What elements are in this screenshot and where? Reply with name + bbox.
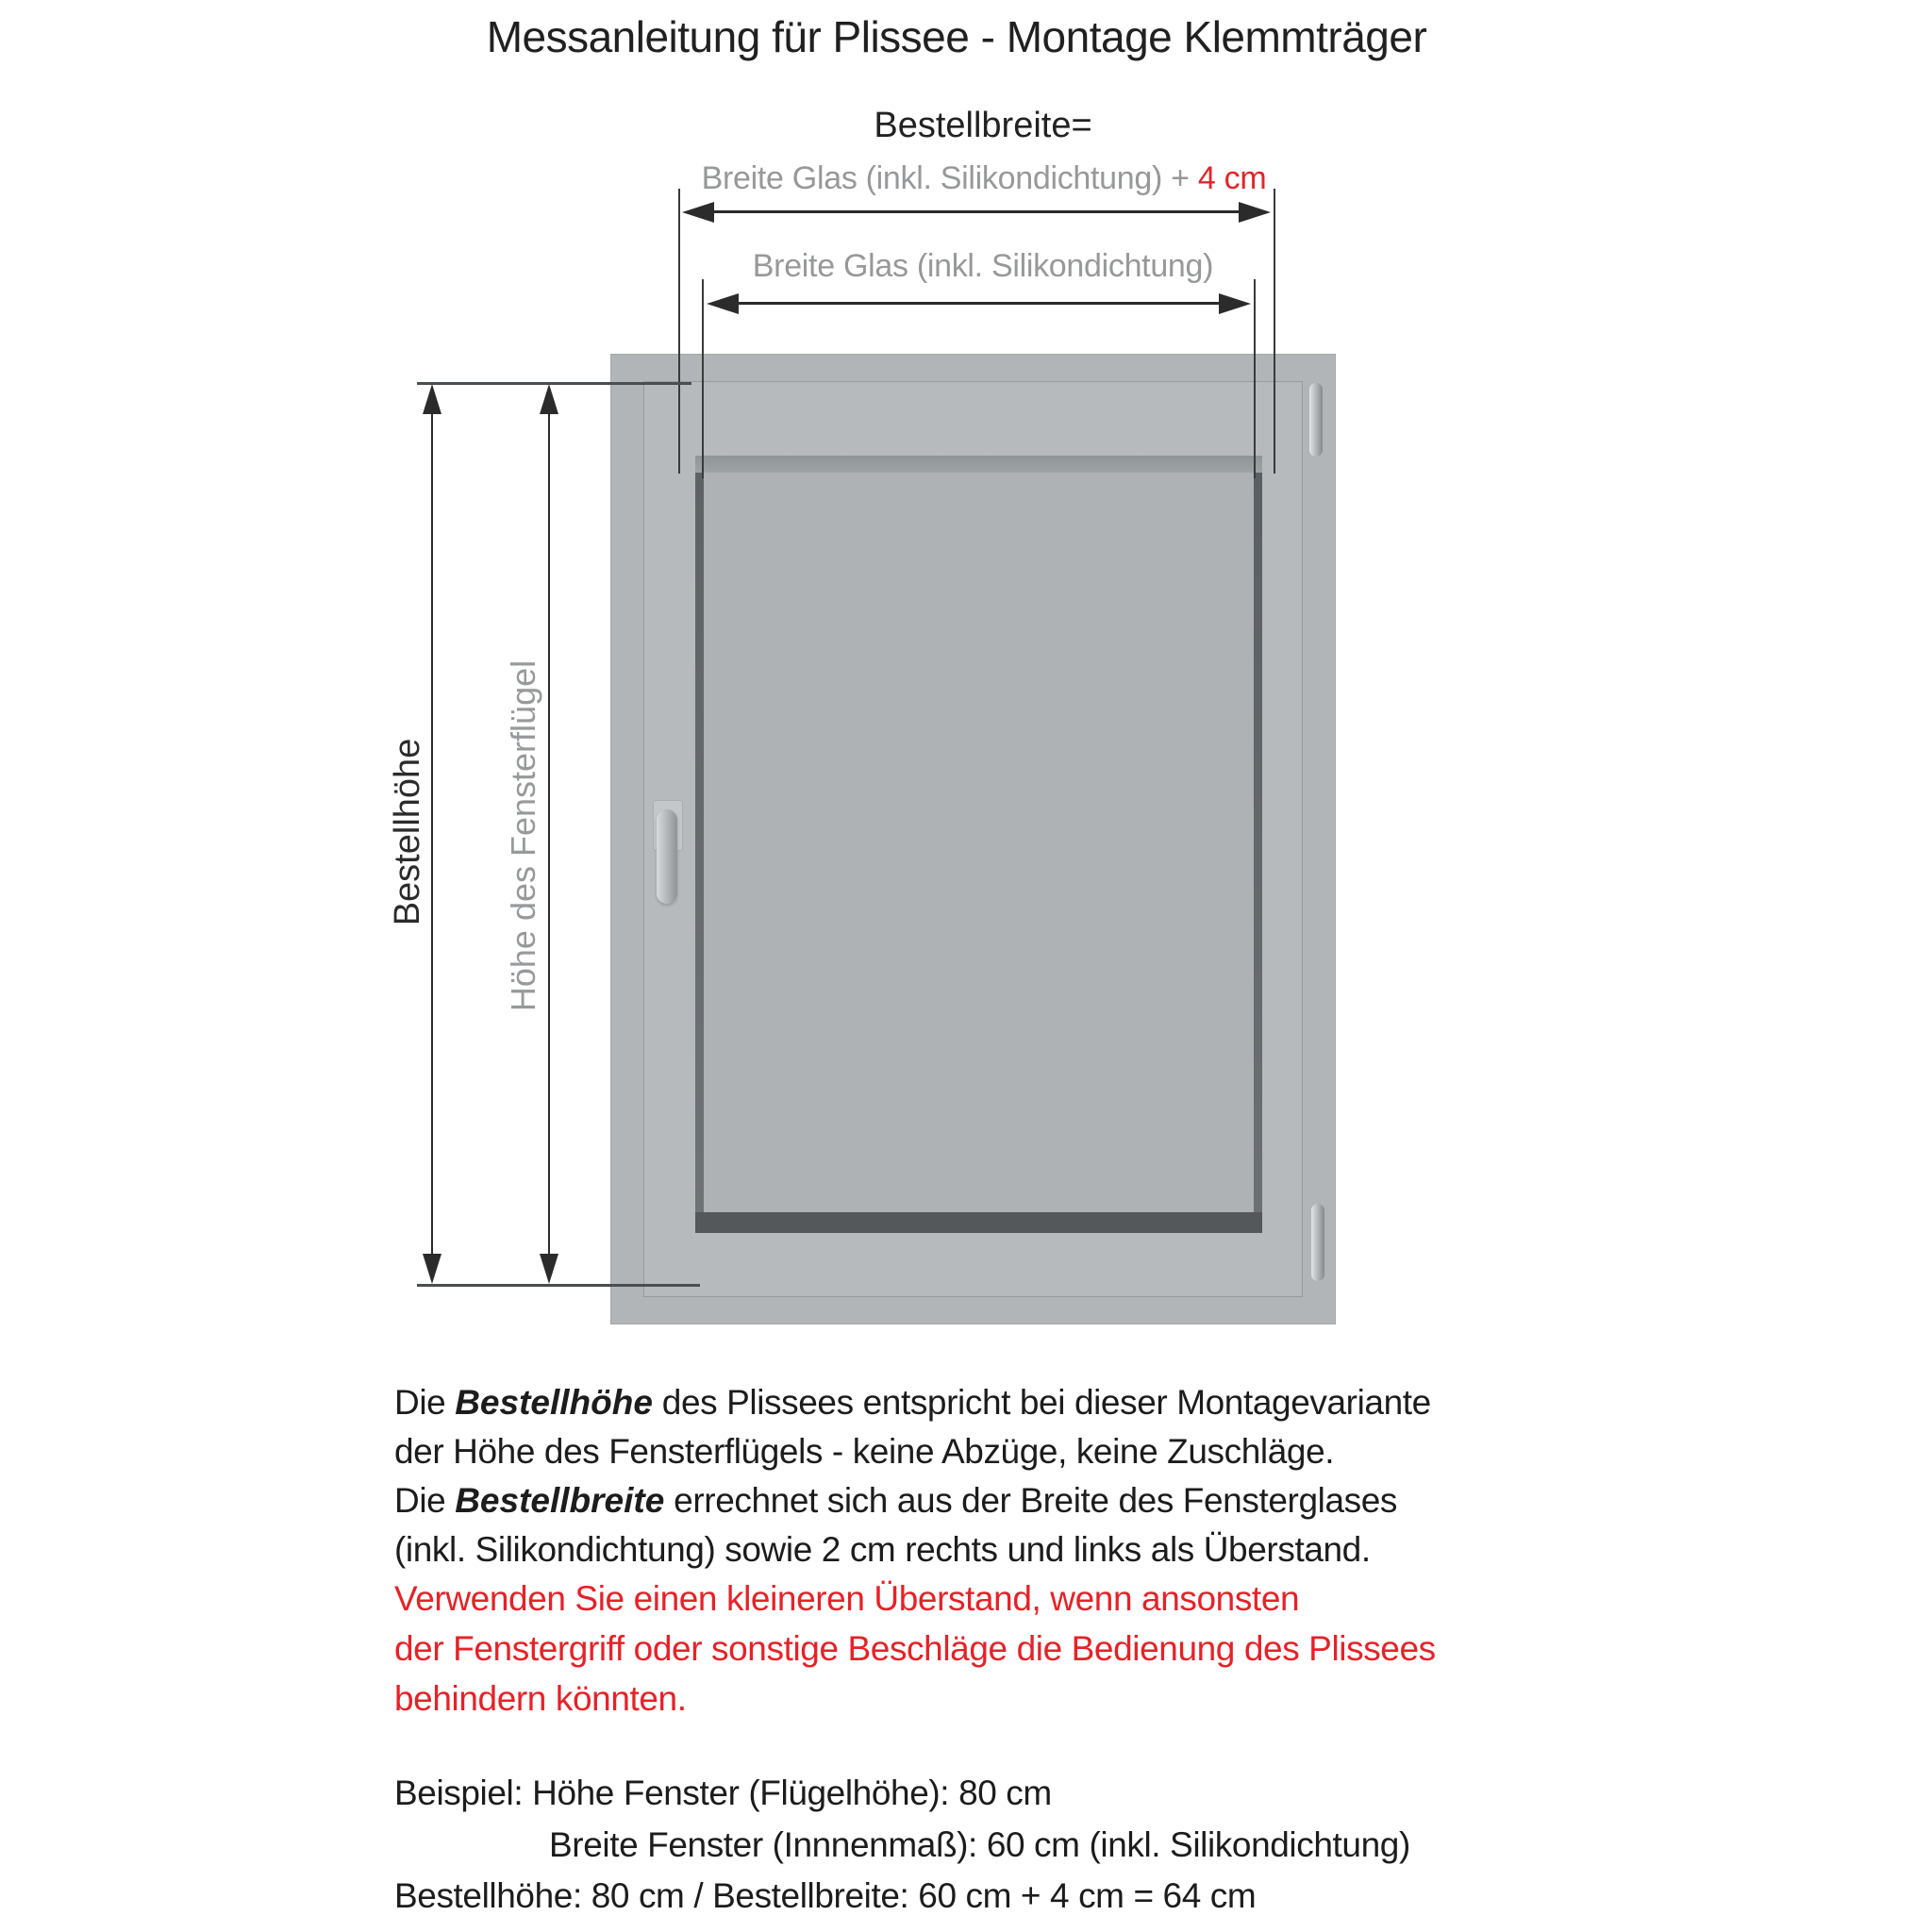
paragraph-line [394, 1383, 1431, 1423]
glass-pane [704, 473, 1254, 1212]
window-handle-grip [657, 809, 677, 904]
window-hinge-bottom [1311, 1204, 1324, 1281]
paragraph-line: (inkl. Silikondichtung) sowie 2 cm rechts und links als Überstand. [394, 1530, 1371, 1569]
text-segment: errechnet sich aus der Breite des Fensterglases [664, 1481, 1397, 1520]
plissee-top-rail [695, 456, 1262, 473]
glass-bottom-edge [695, 1212, 1262, 1233]
arrow-right-head-icon [1239, 202, 1271, 223]
window-glass-with-plissee [695, 456, 1262, 1233]
paragraph-warning-line: Verwenden Sie einen kleineren Überstand, wenn ansonsten [394, 1579, 1300, 1618]
order-width-dimension-arrow [682, 200, 1271, 225]
glass-width-dimension-arrow [707, 291, 1251, 316]
arrow-line [690, 210, 1263, 213]
paragraph-line [394, 1481, 1397, 1521]
paragraph-warning-line: behindern könnten. [394, 1679, 687, 1718]
paragraph-warning-line: der Fenstergriff oder sonstige Beschläge die Bedienung des Plissees [394, 1629, 1436, 1668]
glass-left-edge [695, 473, 704, 1212]
text-segment: Die [394, 1383, 456, 1422]
glass-width-label: Breite Glas (inkl. Silikondichtung) [752, 248, 1214, 284]
glass-width-plus-label-red: 4 cm [1197, 160, 1267, 196]
arrow-down-head-icon [540, 1254, 558, 1284]
example-line: Breite Fenster (Innnenmaß): 60 cm (inkl. Silikondichtung) [549, 1825, 1410, 1864]
order-height-label: Bestellhöhe [388, 738, 427, 926]
extension-line-inner-left [702, 279, 704, 478]
text-segment: Die [394, 1481, 456, 1520]
glass-width-plus-label [607, 160, 1361, 197]
arrow-line [714, 302, 1243, 305]
glass-width-plus-label-gray: Breite Glas (inkl. Silikondichtung) + [701, 160, 1198, 196]
text-segment-bold: Bestellhöhe [455, 1383, 653, 1422]
text-segment-bold: Bestellbreite [455, 1481, 665, 1520]
example-line: Beispiel: Höhe Fenster (Flügelhöhe): 80 cm [394, 1774, 1052, 1812]
order-width-label: Bestellbreite= [874, 106, 1092, 145]
arrow-right-head-icon [1219, 293, 1251, 314]
extension-line-inner-right [1254, 279, 1256, 478]
sash-height-label: Höhe des Fensterflügel [504, 659, 542, 1012]
example-line: Bestellhöhe: 80 cm / Bestellbreite: 60 cm + 4 cm = 64 cm [394, 1876, 1257, 1915]
glass-right-edge [1254, 473, 1262, 1212]
paragraph-line: der Höhe des Fensterflügels - keine Abzüge, keine Zuschläge. [394, 1432, 1335, 1471]
text-segment: des Plissees entspricht bei dieser Montagevariante [652, 1383, 1431, 1422]
arrow-line [548, 390, 550, 1278]
extension-line-outer-right [1274, 189, 1275, 474]
arrow-line [431, 390, 433, 1278]
window-hinge-top [1309, 383, 1323, 457]
extension-line-outer-left [678, 189, 680, 474]
height-tick-bottom [417, 1284, 700, 1287]
page-title: Messanleitung für Plissee - Montage Klemmträger [486, 12, 1427, 61]
arrow-down-head-icon [423, 1254, 441, 1284]
